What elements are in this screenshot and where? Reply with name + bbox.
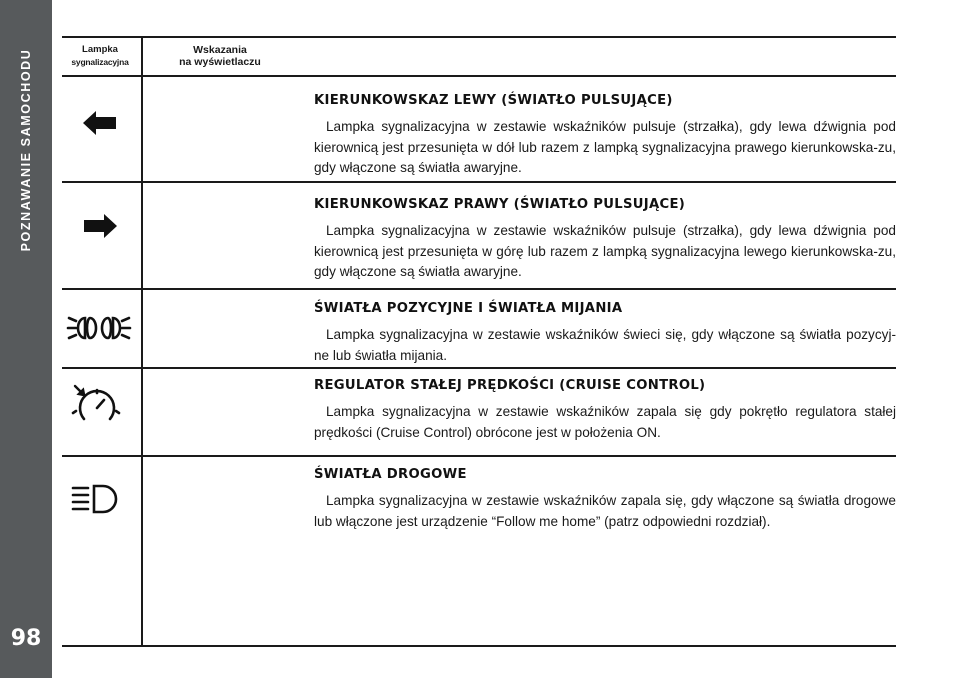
column-header-display: Wskazania na wyświetlaczu (179, 44, 261, 68)
row-description: Lampka sygnalizacyjna w zestawie wskaźników pulsuje (strzałka), gdy lewa dźwignia pod kierownicą jest przesunięta w dół lub razem z lampką sygnalizacyjna prawego kierunkowska-zu, gdy włączone są światła awaryjne. (314, 119, 896, 175)
row-title: REGULATOR STAŁEJ PRĘDKOŚCI (CRUISE CONTROL) (314, 378, 706, 393)
row-title: KIERUNKOWSKAZ PRAWY (ŚWIATŁO PULSUJĄCE) (314, 197, 686, 212)
table-bottom-rule (62, 645, 896, 647)
row-description: Lampka sygnalizacyjna w zestawie wskaźników świeci się, gdy włączone są światła pozycyj-ne lub światła mijania. (314, 327, 896, 363)
right-arrow-icon (82, 211, 118, 241)
column-divider (141, 36, 143, 646)
row-title: ŚWIATŁA DROGOWE (314, 467, 467, 482)
row-divider (62, 455, 896, 457)
row-title: KIERUNKOWSKAZ LEWY (ŚWIATŁO PULSUJĄCE) (314, 93, 673, 108)
position-lights-icon (66, 312, 132, 344)
row-description: Lampka sygnalizacyjna w zestawie wskaźników zapala się, gdy włączone są światła drogowe lub włączone jest urządzenie “Follow me home” (patrz odpowiedni rozdział). (314, 493, 896, 529)
row-divider (62, 181, 896, 183)
row-title: ŚWIATŁA POZYCYJNE I ŚWIATŁA MIJANIA (314, 301, 623, 316)
row-description: Lampka sygnalizacyjna w zestawie wskaźników zapala się gdy pokrętło regulatora stałej prędkości (Cruise Control) obrócone jest w położenia ON. (314, 404, 896, 440)
row-divider (62, 367, 896, 369)
section-title: POZNAWANIE SAMOCHODU (19, 48, 33, 252)
row-divider (62, 288, 896, 290)
row-description: Lampka sygnalizacyjna w zestawie wskaźników pulsuje (strzałka), gdy lewa dźwignia pod kierownicą jest przesunięta w górę lub razem z lampką sygnalizacyjna lewego kierunkowska-zu, gdy włączone są światła awaryjne. (314, 223, 896, 279)
cruise-control-icon (70, 381, 122, 427)
column-header-lamp: Lampka sygnalizacyjna (71, 44, 129, 67)
header-rule (62, 75, 896, 77)
left-arrow-icon (82, 108, 118, 138)
sidebar (0, 0, 52, 678)
table-top-rule (62, 36, 896, 38)
page-number: 98 (10, 626, 42, 651)
high-beam-icon (70, 482, 122, 518)
